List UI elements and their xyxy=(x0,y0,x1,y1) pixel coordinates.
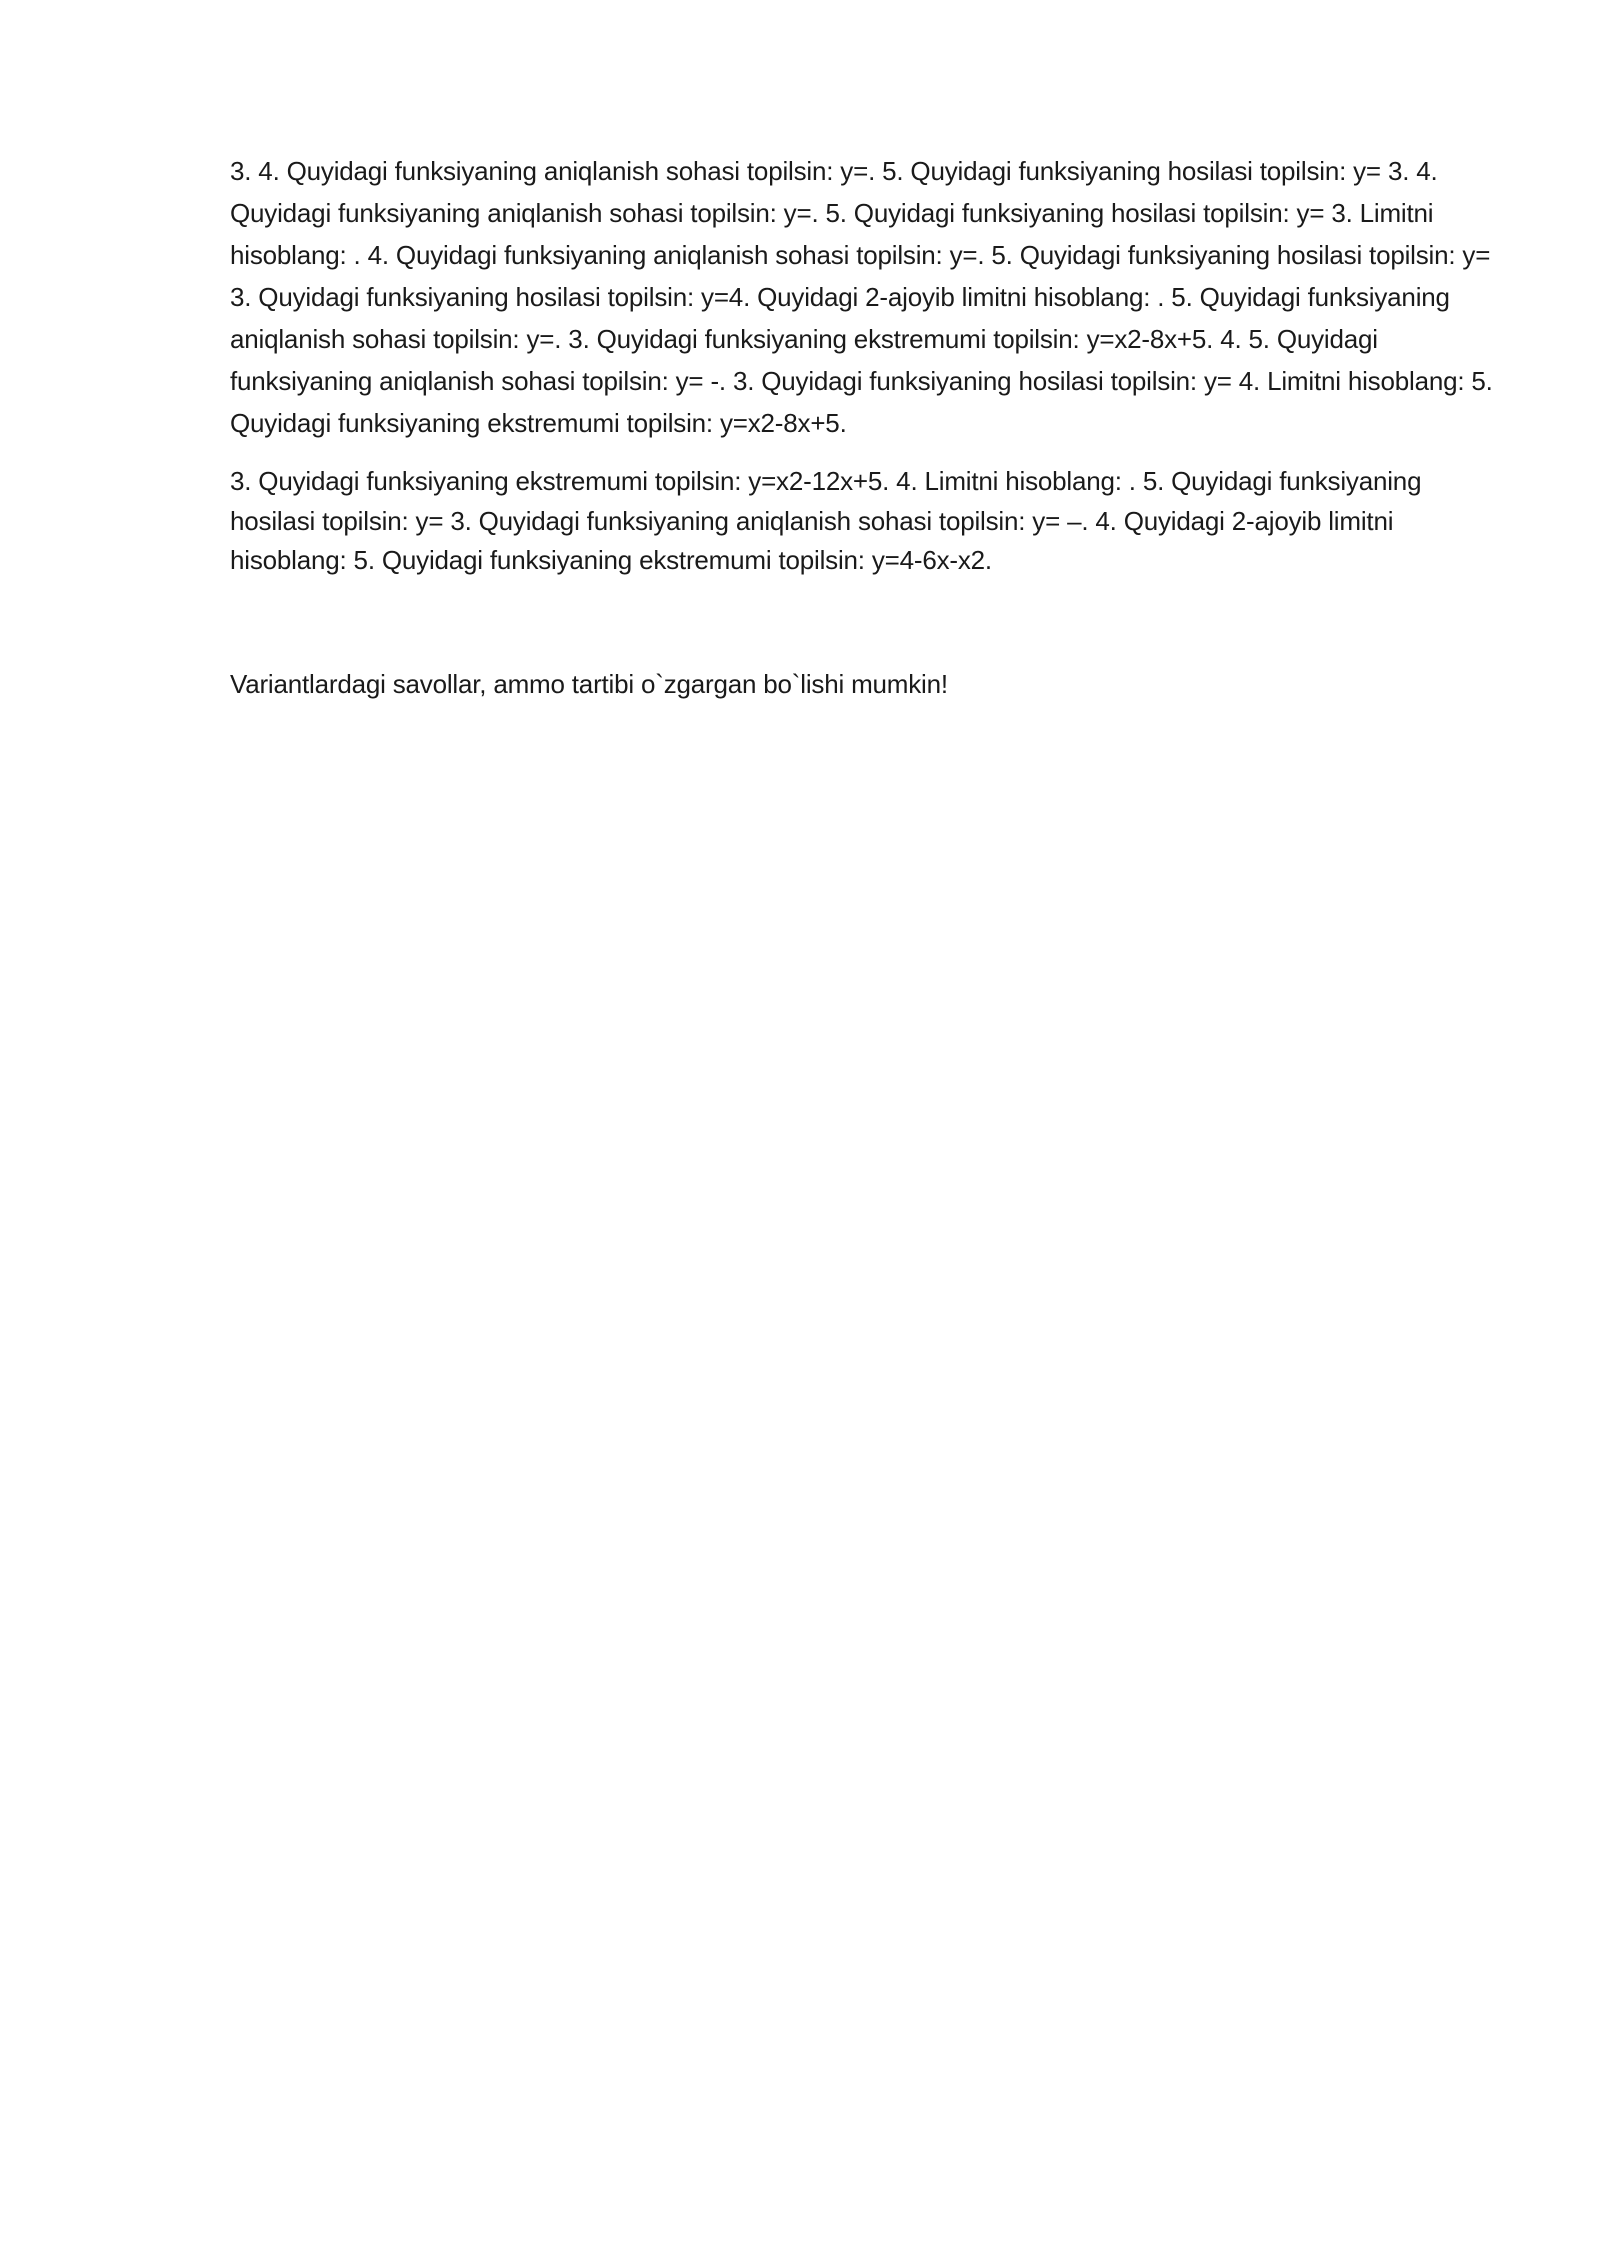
question-paragraph-2: 3. Quyidagi funksiyaning ekstremumi topilsin: y=x2-12x+5. 4. Limitni hisoblang: . 5. Quyidagi funksiyaning hosilasi topilsin: y= 3. Quyidagi funksiyaning aniqlanish sohasi topilsin: y= –. 4. Quyidagi 2-ajoyib limitni hisoblang: 5. Quyidagi funksiyaning ekstremumi topilsin: y=4-6x-x2. xyxy=(230,466,1422,575)
document-body xyxy=(230,150,1498,704)
question-paragraph-1: 3. 4. Quyidagi funksiyaning aniqlanish sohasi topilsin: y=. 5. Quyidagi funksiyaning hosilasi topilsin: y= 3. 4. Quyidagi funksiyaning aniqlanish sohasi topilsin: y=. 5. Quyidagi funksiyaning hosilasi topilsin: y= 3. Limitni hisoblang: . 4. Quyidagi funksiyaning aniqlanish sohasi topilsin: y=. 5. Quyidagi funksiyaning hosilasi topilsin: y= 3. Quyidagi funksiyaning hosilasi topilsin: y=4. Quyidagi 2-ajoyib limitni hisoblang: . 5. Quyidagi funksiyaning aniqlanish sohasi topilsin: y=. 3. Quyidagi funksiyaning ekstremumi topilsin: y=x2-8x+5. 4. 5. Quyidagi funksiyaning aniqlanish sohasi topilsin: y= -. 3. Quyidagi funksiyaning hosilasi topilsin: y= 4. Limitni hisoblang: 5. Quyidagi funksiyaning ekstremumi topilsin: y=x2-8x+5. xyxy=(230,156,1493,438)
variants-note: Variantlardagi savollar, ammo tartibi o`zgargan bo`lishi mumkin! xyxy=(230,668,948,699)
